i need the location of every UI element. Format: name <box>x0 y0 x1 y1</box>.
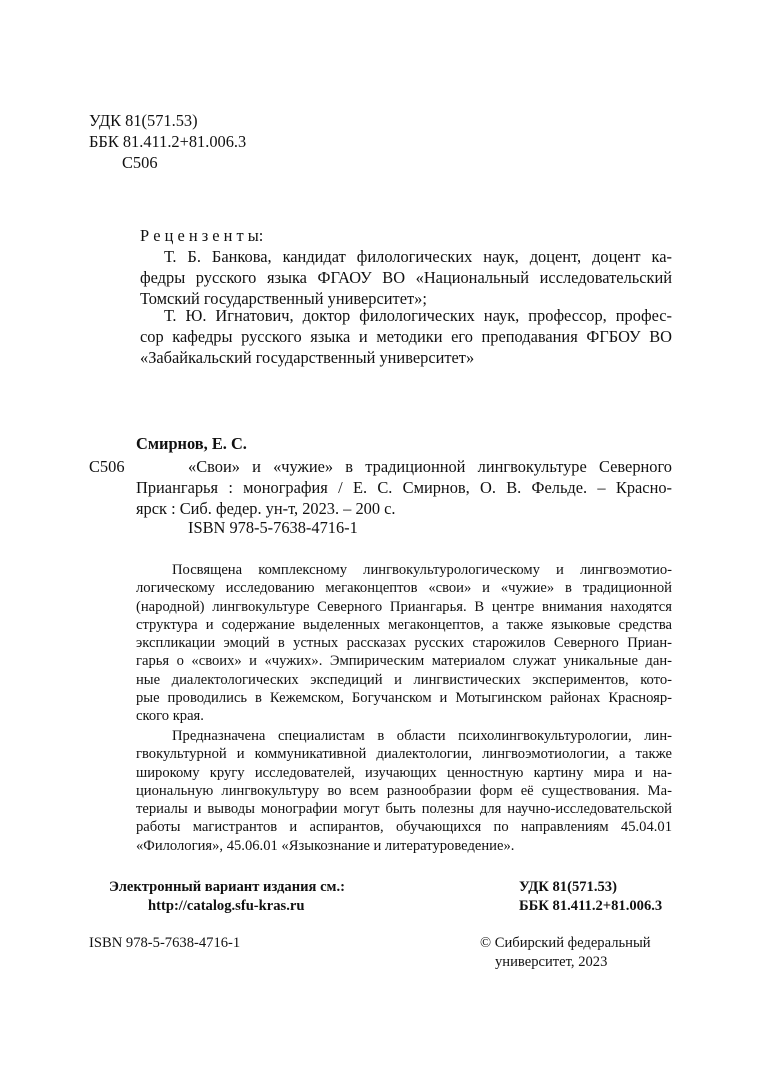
annotation-line: структура и содержание выделенных мегаконцептов, а также языковые средства <box>136 616 672 633</box>
isbn-footer: ISBN 978-5-7638-4716-1 <box>89 935 241 951</box>
annotation-line: ные диалектологических экспедиций и лингвистических экспериментов, кото- <box>136 671 672 688</box>
reviewer-2-line: Т. Ю. Игнатович, доктор филологических наук, профессор, профес- <box>164 306 672 325</box>
reviewer-2-line: сор кафедры русского языка и методики его преподавания ФГБОУ ВО <box>140 327 672 346</box>
annotation-line: логическому исследованию мегаконцептов «свои» и «чужие» в традиционной <box>136 580 672 597</box>
annotation-line: широкому кругу исследователей, изучающих ценностную картину мира и на- <box>136 764 672 781</box>
annotation-line: «Филология», 45.06.01 «Языкознание и литературоведение». <box>136 837 515 854</box>
electronic-version-label: Электронный вариант издания см.: <box>109 879 346 895</box>
udk-top: УДК 81(571.53) <box>89 111 198 130</box>
reviewer-2 <box>140 305 672 368</box>
bibliography-line: ярск : Сиб. федер. ун-т, 2023. – 200 с. <box>136 499 396 518</box>
bbk-top: ББК 81.411.2+81.006.3 <box>89 132 247 151</box>
author-mark-top: С506 <box>122 153 158 172</box>
copyright-line-1: © Сибирский федеральный <box>480 935 651 951</box>
annotation-line: экспликации эмоций в устных рассказах русских старожилов Северного Приан- <box>136 635 672 652</box>
reviewer-2-line: «Забайкальский государственный университет» <box>140 348 475 367</box>
annotation-paragraph-2 <box>136 727 672 855</box>
annotation-line: ского края. <box>136 708 204 725</box>
reviewer-1-line: федры русского языка ФГАОУ ВО «Национальный исследовательский <box>140 268 672 287</box>
bibliography-line: Приангарья : монография / Е. С. Смирнов, О. В. Фельде. – Красно- <box>136 478 672 497</box>
reviewer-1-line: Томский государственный университет»; <box>140 289 427 308</box>
annotation-line: рые проводились в Кежемском, Богучанском и Мотыгинском районах Краснояр- <box>136 690 672 707</box>
reviewer-1 <box>140 246 672 309</box>
annotation-line: работы магистрантов и аспирантов, обучающихся по направлениям 45.04.01 <box>136 819 672 836</box>
bibliographic-description <box>136 456 672 519</box>
annotation-line: териалы и выводы монографии могут быть полезны для научно-исследовательской <box>136 801 672 818</box>
annotation-line: циональную лингвокультуру во всем разнообразии форм её существования. Ма- <box>136 782 672 799</box>
author-name: Смирнов, Е. С. <box>136 434 247 453</box>
annotation-line: гвокультурной и коммуникативной диалектологии, лингвоэмотиологии, а также <box>136 746 672 763</box>
udk-footer: УДК 81(571.53) <box>519 879 617 895</box>
annotation-line: гарья о «своих» и «чужих». Эмпирическим материалом служат уникальные дан- <box>136 653 672 670</box>
annotation-line: Предназначена специалистам в области психолингвокультурологии, лин- <box>172 728 672 744</box>
copyright-line-2: университет, 2023 <box>495 954 608 970</box>
isbn-entry: ISBN 978-5-7638-4716-1 <box>188 518 358 537</box>
reviewer-1-line: Т. Б. Банкова, кандидат филологических наук, доцент, доцент ка- <box>164 247 672 266</box>
bibliography-line: «Свои» и «чужие» в традиционной лингвокультуре Северного <box>188 457 672 476</box>
annotation-paragraph-1 <box>136 561 672 726</box>
reviewers-heading: Р е ц е н з е н т ы: <box>140 226 264 245</box>
electronic-version-url[interactable]: http://catalog.sfu-kras.ru <box>148 898 305 914</box>
annotation-line: (народной) лингвокультуре Северного Приангарья. В центре внимания находятся <box>136 598 672 615</box>
bbk-footer: ББК 81.411.2+81.006.3 <box>519 898 663 914</box>
annotation-line: Посвящена комплексному лингвокультурологическому и лингвоэмотио- <box>172 562 672 578</box>
author-mark-entry: С506 <box>89 457 125 476</box>
